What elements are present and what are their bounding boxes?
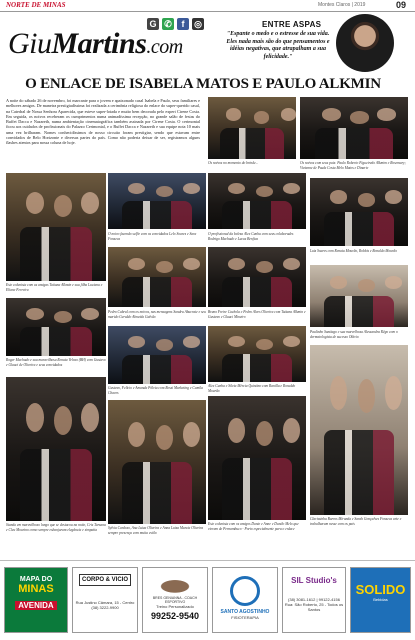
- photo-groom-selfie: [108, 173, 206, 229]
- ad-coach-phone: 99252-9540: [150, 611, 200, 621]
- photo-alex-silvia: [208, 326, 306, 382]
- google-plus-icon: G: [147, 18, 159, 30]
- photo-guests-mourao: [310, 178, 408, 246]
- photo-sylvia-ana: [108, 400, 206, 524]
- ad-corpo-title: CORPO & VICIO: [79, 574, 131, 586]
- photo-couple-galvao: [108, 247, 206, 307]
- caption-columnist-friends: Este colunista com as amigas Tatiana Alkmin e sua filha Luciana e Eliane Ferreira: [6, 283, 103, 292]
- ad-corpo-address: Rua Justino Câmara, 15 - Centro: [75, 600, 135, 605]
- ad-mapa-minas[interactable]: [4, 567, 68, 633]
- article-headline: O ENLACE DE ISABELA MATOS E PAULO ALKMIN: [25, 76, 381, 92]
- ad-mapa-sub: AVENIDA: [15, 601, 56, 610]
- caption-guests-mourao: Luiz Soares com Renata Mourão, Robbis e Ronaldo Mourão: [310, 249, 398, 253]
- ad-sil-phone: (38) 3081-1612 | 99122-4156: [288, 597, 340, 602]
- running-date: Montes Claros | 2019: [318, 2, 366, 8]
- photo-sianda-longo: [6, 377, 106, 521]
- caption-alex-silvia: Alex Cunha e Silvia Mércia Quintino com Ranilla e Ronaldo Mourão: [208, 384, 296, 393]
- caption-roger-renata: Roger Machado e sua maravilhosa Renata Veloso (BH) com Gustavo e Glauci de Oliveira e seus convidados: [6, 358, 106, 367]
- coach-photo: [143, 572, 207, 596]
- caption-dermatologist-group: Paulinho Santiago e sua marvelhosa Alessandra Rêgo com o dermatologista de sucesso Olávio: [310, 330, 398, 339]
- telephone-icon: ✆: [162, 18, 174, 30]
- caption-groom-selfie: O noivo fazendo selfie com os convidados Lelo Soares e Sara Fonseca: [108, 232, 197, 241]
- caption-beauty-team: O profissional da beleza Alex Cunha com seus colaborades Rodrigo Machado e Lucas Benfica: [208, 232, 294, 241]
- ad-coach-title: BRES GENIANNA - COACH ESPORTIVO: [152, 596, 198, 604]
- facebook-icon: f: [177, 18, 189, 30]
- caption-couple-galvao: Pedro Cabral com os noivos, nas mensagens Sandra Abucrate e seu marido Geraldo Almeida Galvão: [108, 310, 206, 319]
- ad-coach[interactable]: [142, 567, 208, 633]
- ad-solido[interactable]: [350, 567, 411, 633]
- caption-clarissinha-sarah: Clarissinha Barros Miranda e Sarah Gonçalves Fonseca arte e trabalharam nesse com os pais: [310, 517, 402, 526]
- fisioterapia-logo-icon: [230, 576, 260, 606]
- column-logo: [8, 27, 183, 61]
- caption-sianda-longo: Sianda em maravilhoso longo que se destacou na noite, Cris Tarsana e Cleu Mourino como sempre esbanjaram elegância e simpatia: [6, 523, 106, 532]
- ad-mapa-title: MAPA DO: [19, 576, 53, 583]
- caption-couple-toast: Os noivos no momento do brinde...: [208, 161, 259, 165]
- page-number: 09: [396, 0, 407, 10]
- ad-sil-address: Rua: São Roberto, 25 - Todos os Santos: [284, 602, 344, 612]
- ad-solido-title: SOLIDO: [355, 582, 406, 597]
- ad-corpo-vicio[interactable]: [72, 567, 138, 633]
- photo-dermatologist-group: [310, 265, 408, 327]
- ad-corpo-phone: (38) 3222-9900: [91, 605, 119, 610]
- caption-couple-parents: Os noivos com seus pais: Paulo Roberto Figueiredo Alkmim e Rosemary; Vivianne de Paula Costa Melo Matos e Dinarte: [300, 161, 406, 170]
- photo-guests-mineiro: [208, 247, 306, 307]
- column-title: ENTRE ASPAS: [262, 20, 322, 29]
- photo-roger-renata: [6, 298, 106, 356]
- header-rule: [0, 11, 415, 12]
- ad-sil-studios[interactable]: [282, 567, 346, 633]
- logo-domain: .com: [146, 36, 183, 58]
- caption-sylvia-ana: Sylvia Cardoso, Ana Luiza Oliveira e Anna Luiza Marcia Oliveira sempre presença com muita estilo: [108, 526, 204, 535]
- photo-couple-toast: [208, 97, 296, 159]
- ad-sil-title: SIL Studio's: [291, 576, 337, 585]
- caption-columnist-dante: Este colunista com os amigos Dante e Anne e Danilo Melo que vieram de Pernambuco - Porto especialmente para o enlace: [208, 522, 299, 531]
- instagram-icon: ◎: [192, 18, 204, 30]
- ad-santo-agostinho[interactable]: [212, 567, 278, 633]
- photo-gustavo-felicio: [108, 326, 206, 384]
- logo-light: Giu: [8, 27, 52, 60]
- ad-coach-sub: Treino Personalizado: [156, 604, 194, 609]
- ad-santo-sub: FISIOTERAPIA: [231, 615, 259, 620]
- caption-guests-mineiro: Bruno Freire Cachola e Pedro Alves Oliveira com Tatiana Alkmin e Gustavo e Glauci Mineiro: [208, 310, 306, 319]
- article-body: A noite do sábado 26 de novembro, foi marcante para o jovem e apaixonado casal Isabela e Paulo, seus familiares e melhores amigos. De maneira prestigiadíssima foi realizada a cerimônia religiosa do enlace do super-querido casal, na Catedral de Nossa Senhora Aparecida, que esteve super-lotada e muito bem decorada pelo expert Cirene Costa. Em seguida, os noivos receberam os cumprimentos numa animadíssima recepção, no grande salão de festas do Buffet Dacca e Nazareth, numa ambientação cinematográfica também assinada por Cirene Costa. O cerimonial ficou aos cuidados de profissionais do Palazzo Cerimonial, e o Buffet Dacca e Nazareth e sua equipe nota 10 mais uma vez brilharam. Nomes conhecidíssimos de nosso circuito foram prestigiar, sendo que estavam entre convidados de Belo Horizonte e diversas partes do país. Como não poderia deixar de ser, registramos alguns flashes atentos para nossa coluna de hoje.: [6, 98, 200, 146]
- photo-clarissinha-sarah: [310, 345, 408, 515]
- caption-gustavo-felicio: Gustavo, Felício e Amanda Pólvia com Rossi Marketing e Camila Chaves: [108, 386, 203, 395]
- photo-beauty-team: [208, 173, 306, 229]
- ad-mapa-title2: MINAS: [18, 583, 54, 595]
- ad-solido-sub: Bebidas: [373, 597, 388, 602]
- columnist-avatar: [336, 14, 394, 72]
- quote-text: "Espante o medo e o estresse de sua vida. Eles nada mais são do que pensamentos e idéias negativas, que atrapalham a sua felicidade.": [226, 31, 330, 60]
- photo-columnist-friends: [6, 173, 106, 281]
- photo-couple-parents: [300, 97, 408, 159]
- photo-columnist-dante: [208, 396, 306, 520]
- section-name: NORTE DE MINAS: [6, 1, 66, 9]
- ad-santo-title: SANTO AGOSTINHO: [220, 609, 270, 615]
- logo-bold: Martins: [51, 27, 147, 60]
